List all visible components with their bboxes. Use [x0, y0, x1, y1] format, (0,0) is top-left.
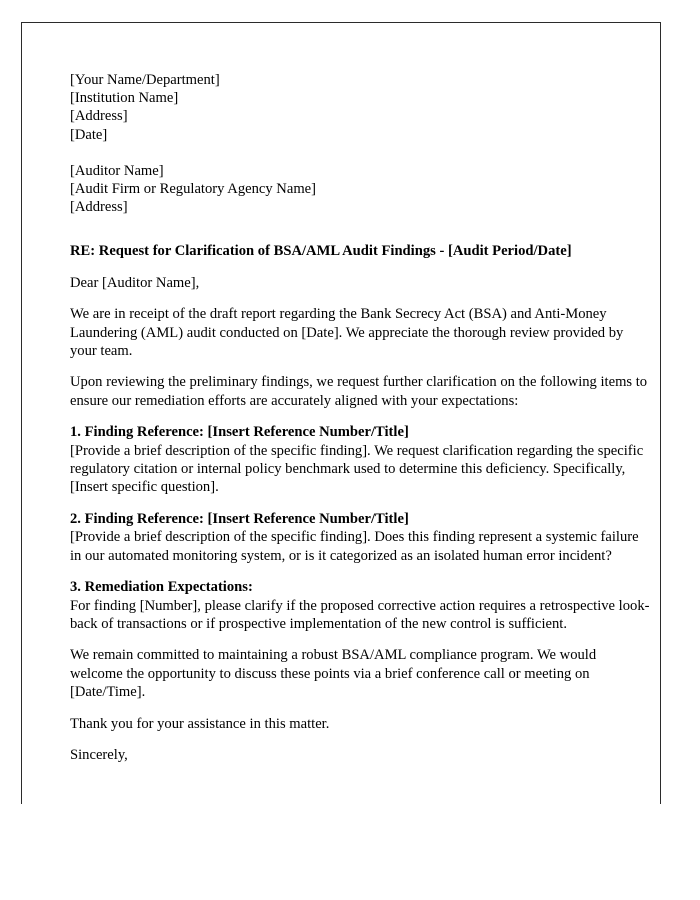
thanks-paragraph: Thank you for your assistance in this matter.: [70, 715, 330, 732]
sender-line-3: [Address]: [70, 108, 128, 125]
spacer-before-section-3: [70, 565, 652, 578]
section-1-body: [Provide a brief description of the specific finding]. We request clarification regarding the specific regulatory citation or internal policy benchmark used to determine this deficiency. Specifically, [Insert specific question].: [70, 442, 644, 496]
spacer-before-thanks: [70, 702, 652, 715]
recipient-address-block: [70, 162, 652, 217]
letter-body: [70, 71, 652, 764]
sender-line-2: [Institution Name]: [70, 90, 179, 107]
subject-line: RE: Request for Clarification of BSA/AML Audit Findings - [Audit Period/Date]: [70, 243, 572, 260]
spacer-before-purpose: [70, 360, 652, 373]
sender-address-block: [70, 71, 652, 144]
section-2-heading: 2. Finding Reference: [Insert Reference Number/Title]: [70, 510, 409, 527]
spacer-before-subject-2: [70, 229, 652, 242]
spacer-before-section-1: [70, 410, 652, 423]
recipient-line-1: [Auditor Name]: [70, 162, 164, 179]
sender-line-1: [Your Name/Department]: [70, 72, 220, 88]
commitment-paragraph: We remain committed to maintaining a robust BSA/AML compliance program. We would welcome the opportunity to discuss these points via a brief conference call or meeting on [Date/Time].: [70, 647, 597, 701]
spacer-before-closing: [70, 733, 652, 746]
address-block-spacer: [70, 144, 652, 162]
spacer-before-section-2: [70, 497, 652, 510]
salutation: Dear [Auditor Name],: [70, 274, 200, 291]
section-3-body: For finding [Number], please clarify if the proposed corrective action requires a retrospective look-back of transactions or if prospective implementation of the new control is sufficient.: [70, 597, 650, 632]
document-page-frame: [21, 22, 661, 804]
spacer-before-intro: [70, 292, 652, 305]
closing-salutation: Sincerely,: [70, 746, 128, 763]
recipient-line-2: [Audit Firm or Regulatory Agency Name]: [70, 181, 317, 198]
purpose-paragraph: Upon reviewing the preliminary findings, we request further clarification on the following items to ensure our remediation efforts are accurately aligned with your expectations:: [70, 374, 648, 409]
spacer-before-subject: [70, 216, 652, 229]
spacer-before-salutation: [70, 261, 652, 274]
section-2-body: [Provide a brief description of the specific finding]. Does this finding represent a systemic failure in our automated monitoring system, or is it categorized as an isolated human error incident?: [70, 529, 639, 564]
recipient-line-3: [Address]: [70, 199, 128, 216]
section-3-heading: 3. Remediation Expectations:: [70, 579, 253, 596]
section-1-heading: 1. Finding Reference: [Insert Reference Number/Title]: [70, 424, 409, 441]
spacer-before-commitment: [70, 633, 652, 646]
intro-paragraph: We are in receipt of the draft report regarding the Bank Secrecy Act (BSA) and Anti-Money Laundering (AML) audit conducted on [Date]. We appreciate the thorough review provided by your team.: [70, 306, 624, 360]
sender-line-4: [Date]: [70, 126, 108, 143]
